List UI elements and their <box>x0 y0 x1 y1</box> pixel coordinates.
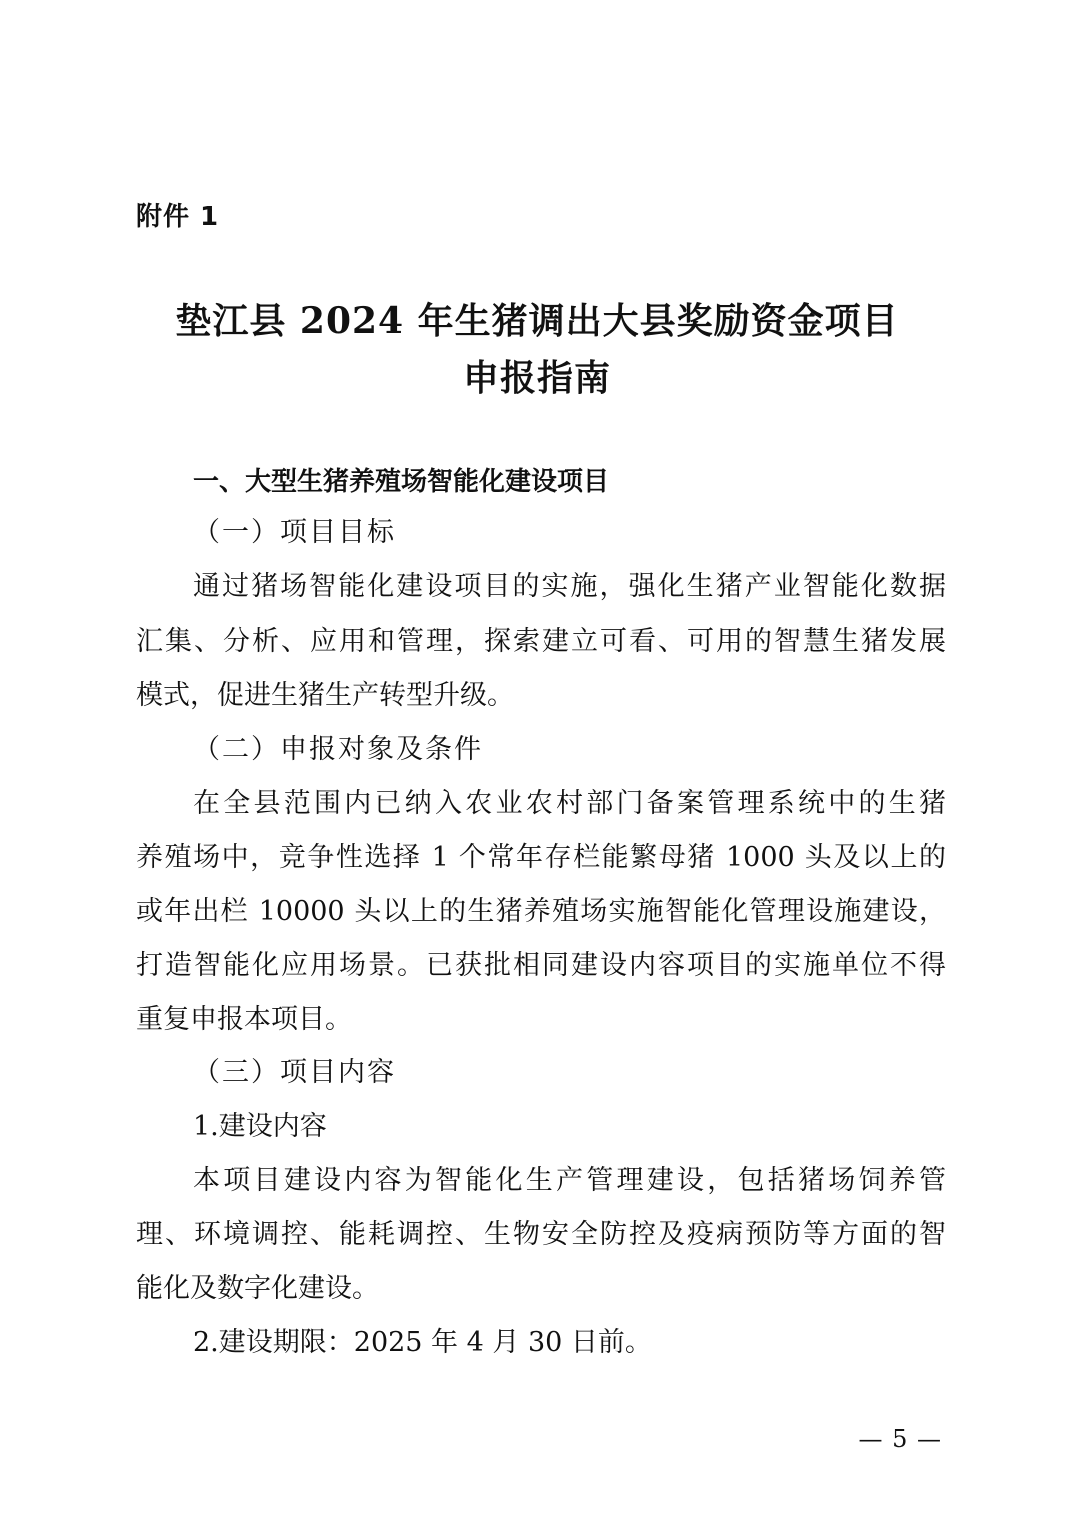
paragraph-line: 能化及数字化建设。 <box>136 1273 379 1304</box>
paragraph-line: 本项目建设内容为智能化生产管理建设，包括猪场饲养管 <box>193 1165 946 1196</box>
subsection-heading-eligibility: （二）申报对象及条件 <box>193 734 483 765</box>
document-title-line1: 垫江县 2024 年生猪调出大县奖励资金项目 <box>175 300 899 342</box>
attachment-label: 附件 1 <box>136 202 220 232</box>
item-heading-construction: 1.建设内容 <box>193 1111 327 1142</box>
paragraph-line: 通过猪场智能化建设项目的实施，强化生猪产业智能化数据 <box>193 571 946 602</box>
paragraph-line: 重复申报本项目。 <box>136 1004 352 1035</box>
document-title-line2: 申报指南 <box>462 357 611 399</box>
item-deadline: 2.建设期限：2025 年 4 月 30 日前。 <box>193 1327 652 1358</box>
paragraph-line: 或年出栏 10000 头以上的生猪养殖场实施智能化管理设施建设， <box>136 896 946 927</box>
paragraph-line: 模式，促进生猪生产转型升级。 <box>136 680 514 711</box>
section-heading: 一、大型生猪养殖场智能化建设项目 <box>193 467 610 497</box>
paragraph-line: 理、环境调控、能耗调控、生物安全防控及疫病预防等方面的智 <box>136 1219 946 1250</box>
page-number: — 5 — <box>858 1425 942 1453</box>
paragraph-line: 在全县范围内已纳入农业农村部门备案管理系统中的生猪 <box>193 788 946 819</box>
subsection-heading-content: （三）项目内容 <box>193 1057 396 1088</box>
paragraph-line: 汇集、分析、应用和管理，探索建立可看、可用的智慧生猪发展 <box>136 626 946 657</box>
subsection-heading-goal: （一）项目目标 <box>193 517 396 548</box>
paragraph-line: 打造智能化应用场景。已获批相同建设内容项目的实施单位不得 <box>136 950 946 981</box>
paragraph-line: 养殖场中，竞争性选择 1 个常年存栏能繁母猪 1000 头及以上的 <box>136 842 946 873</box>
